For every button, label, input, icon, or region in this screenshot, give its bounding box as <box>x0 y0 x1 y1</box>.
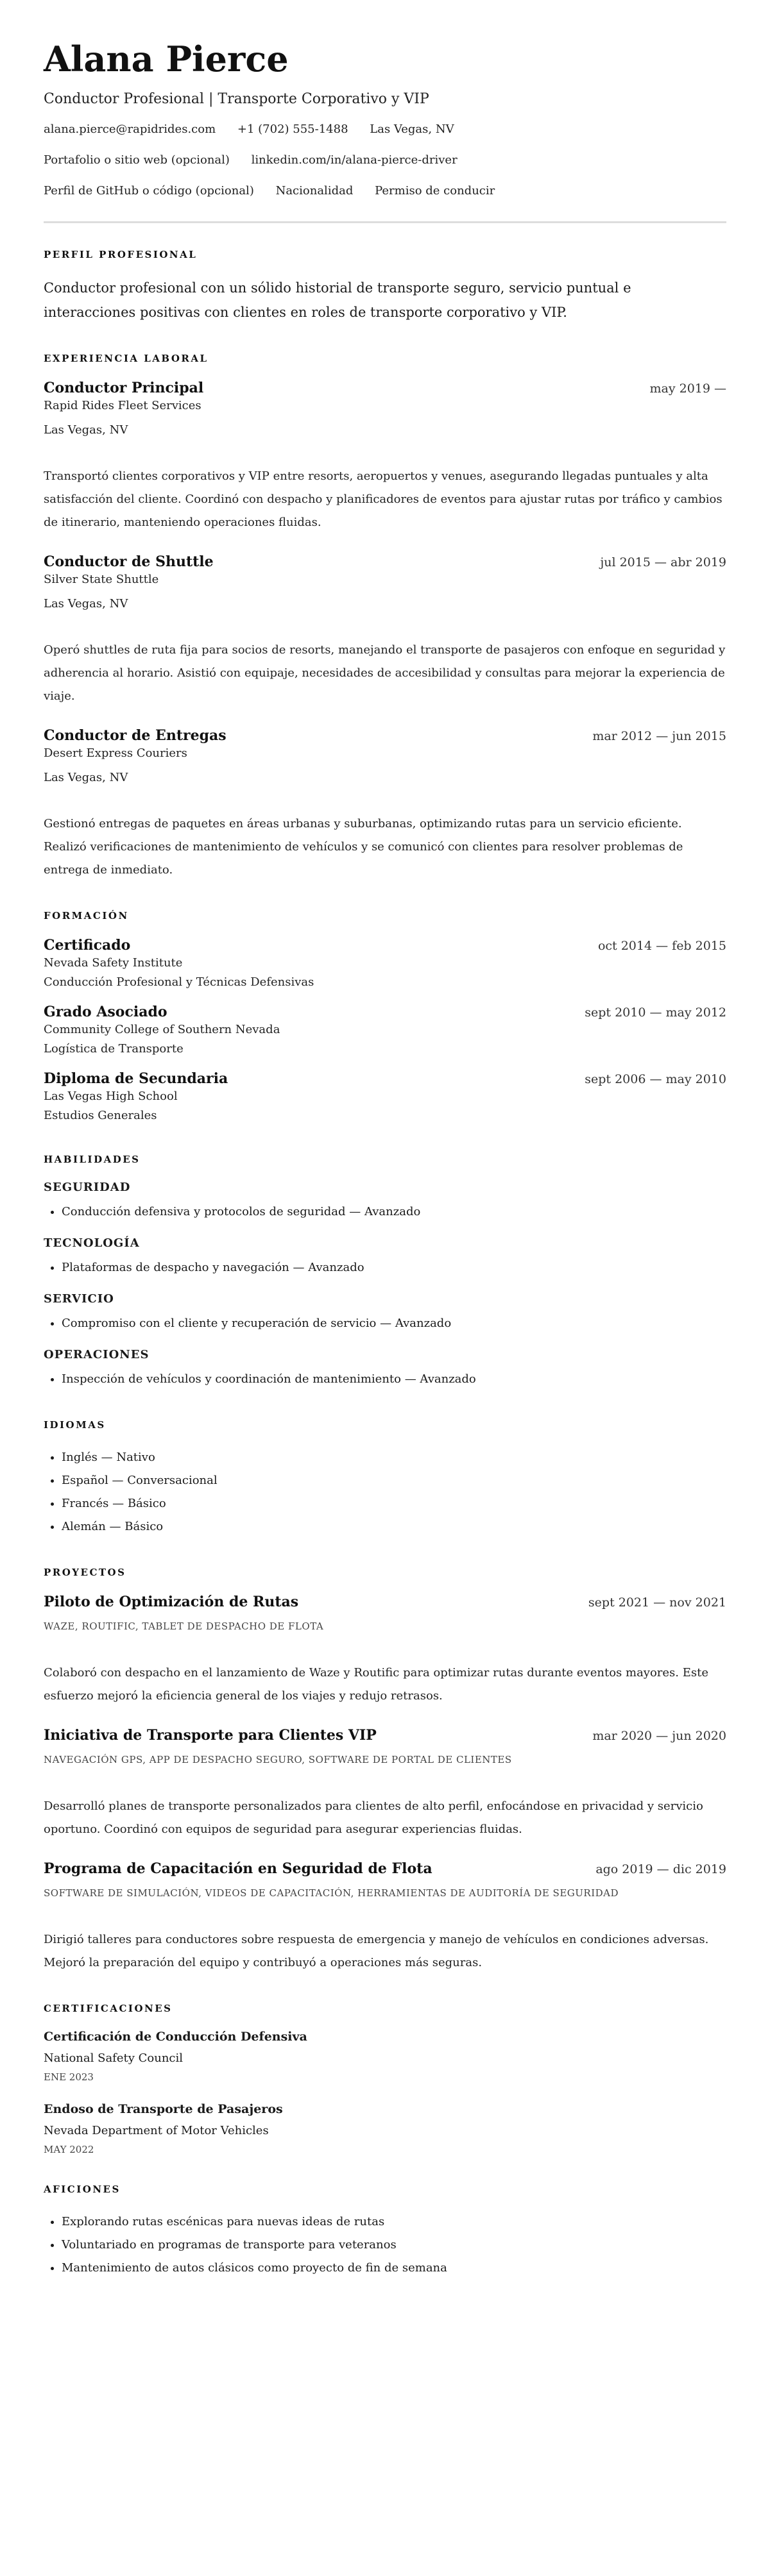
date-range: may 2019 — <box>649 382 726 396</box>
candidate-name: Alana Pierce <box>44 38 289 80</box>
company: Rapid Rides Fleet Services <box>44 399 201 412</box>
drivers-license: Permiso de conducir <box>375 184 495 198</box>
contact-row <box>44 152 726 169</box>
date-range: mar 2020 — jun 2020 <box>592 1729 726 1743</box>
language-list <box>44 1446 726 1538</box>
section-title: PROYECTOS <box>44 1567 126 1578</box>
job-title: Conductor Principal <box>44 380 204 396</box>
school: Community College of Southern Nevada <box>44 1023 280 1036</box>
portfolio: Portafolio o sitio web (opcional) <box>44 153 230 167</box>
hobby-list <box>44 2210 726 2280</box>
job-location: Las Vegas, NV <box>44 423 128 437</box>
school: Las Vegas High School <box>44 1090 178 1103</box>
job-location: Las Vegas, NV <box>44 597 128 610</box>
certification-entry <box>44 2030 726 2083</box>
entry-header <box>44 553 726 570</box>
section-title: IDIOMAS <box>44 1419 106 1431</box>
certification-date: ENE 2023 <box>44 2071 94 2083</box>
project-entry <box>44 1860 726 1974</box>
certifications-section <box>44 2003 726 2155</box>
project-tech: WAZE, ROUTIFIC, TABLET DE DESPACHO DE FLOTA <box>44 1621 324 1632</box>
github: Perfil de GitHub o código (opcional) <box>44 184 254 198</box>
date-range: sept 2021 — nov 2021 <box>588 1595 726 1610</box>
section-title: AFICIONES <box>44 2184 121 2195</box>
hobbies-section <box>44 2184 726 2280</box>
section-title: HABILIDADES <box>44 1154 141 1165</box>
job-title: Conductor de Entregas <box>44 727 227 744</box>
field-of-study: Estudios Generales <box>44 1109 157 1122</box>
skill-item: • Plataformas de despacho y navegación — Avanzado <box>62 1256 726 1279</box>
certification-date: MAY 2022 <box>44 2144 94 2155</box>
skill-list <box>44 1368 726 1391</box>
company: Desert Express Couriers <box>44 746 187 760</box>
project-description: Dirigió talleres para conductores sobre respuesta de emergencia y manejo de vehículos en condiciones adversas. Mejoró la preparación del equipo y contribuyó a operaciones más seguras. <box>44 1933 709 1969</box>
job-location: Las Vegas, NV <box>44 771 128 784</box>
skill-category: TECNOLOGÍA <box>44 1236 140 1250</box>
email[interactable]: alana.pierce@rapidrides.com <box>44 122 216 136</box>
skill-list <box>44 1256 726 1279</box>
entry-header <box>44 727 726 744</box>
phone: +1 (702) 555-1488 <box>237 122 348 136</box>
entry-header <box>44 1070 726 1087</box>
skills-section <box>44 1154 726 1391</box>
section-title: PERFIL PROFESIONAL <box>44 249 198 260</box>
contact-row <box>44 121 726 138</box>
project-tech: NAVEGACIÓN GPS, APP DE DESPACHO SEGURO, SOFTWARE DE PORTAL DE CLIENTES <box>44 1754 512 1765</box>
certification-issuer: Nevada Department of Motor Vehicles <box>44 2124 269 2137</box>
project-title: Iniciativa de Transporte para Clientes VIP <box>44 1727 377 1744</box>
language-item: • Francés — Básico <box>62 1492 726 1515</box>
certification-issuer: National Safety Council <box>44 2051 184 2065</box>
location: Las Vegas, NV <box>370 122 454 136</box>
job-title: Conductor de Shuttle <box>44 553 214 570</box>
project-title: Programa de Capacitación en Seguridad de Flota <box>44 1860 432 1877</box>
language-item: • Inglés — Nativo <box>62 1446 726 1469</box>
summary-section <box>44 249 726 324</box>
project-tech: SOFTWARE DE SIMULACIÓN, VIDEOS DE CAPACITACIÓN, HERRAMIENTAS DE AUDITORÍA DE SEGURIDAD <box>44 1887 619 1899</box>
entry-header <box>44 1860 726 1877</box>
headline: Conductor Profesional | Transporte Corporativo y VIP <box>44 91 429 107</box>
experience-section <box>44 353 726 882</box>
date-range: sept 2006 — may 2010 <box>585 1072 726 1086</box>
skill-item: • Conducción defensiva y protocolos de seguridad — Avanzado <box>62 1200 726 1224</box>
degree-title: Grado Asociado <box>44 1004 167 1020</box>
job-description: Gestionó entregas de paquetes en áreas urbanas y suburbanas, optimizando rutas para un servicio eficiente. Realizó verificaciones de mantenimiento de vehículos y se comunicó con clientes para resolver problemas de entrega de inmediato. <box>44 817 683 877</box>
education-entry <box>44 937 726 992</box>
date-range: ago 2019 — dic 2019 <box>595 1862 726 1876</box>
entry-header <box>44 937 726 954</box>
hobby-item: • Voluntariado en programas de transporte para veteranos <box>62 2234 726 2257</box>
entry-header <box>44 1004 726 1020</box>
job-entry <box>44 727 726 882</box>
skill-list <box>44 1200 726 1224</box>
summary-text: Conductor profesional con un sólido historial de transporte seguro, servicio puntual e interacciones positivas con clientes en roles de transporte corporativo y VIP. <box>44 280 631 320</box>
skill-item: • Compromiso con el cliente y recuperación de servicio — Avanzado <box>62 1312 726 1335</box>
entry-header <box>44 1727 726 1744</box>
skill-list <box>44 1312 726 1335</box>
job-description: Operó shuttles de ruta fija para socios de resorts, manejando el transporte de pasajeros con enfoque en seguridad y adherencia al horario. Asistió con equipaje, necesidades de accesibilidad y consultas para mejorar la experiencia de viaje. <box>44 643 726 703</box>
language-item: • Alemán — Básico <box>62 1515 726 1538</box>
field-of-study: Conducción Profesional y Técnicas Defensivas <box>44 975 314 989</box>
date-range: mar 2012 — jun 2015 <box>592 729 726 743</box>
hobby-item: • Explorando rutas escénicas para nuevas ideas de rutas <box>62 2210 726 2234</box>
degree-title: Certificado <box>44 937 131 954</box>
project-entry <box>44 1727 726 1841</box>
certification-title: Endoso de Transporte de Pasajeros <box>44 2102 283 2116</box>
hobby-item: • Mantenimiento de autos clásicos como proyecto de fin de semana <box>62 2257 726 2280</box>
project-description: Colaboró con despacho en el lanzamiento de Waze y Routific para optimizar rutas durante eventos mayores. Este esfuerzo mejoró la eficiencia general de los viajes y redujo retrasos. <box>44 1666 709 1703</box>
contact-info <box>44 121 726 199</box>
education-entry <box>44 1004 726 1059</box>
job-description: Transportó clientes corporativos y VIP entre resorts, aeropuertos y venues, asegurando llegadas puntuales y alta satisfacción del cliente. Coordinó con despacho y planificadores de eventos para ajustar rutas por tráfico y cambios de itinerario, manteniendo operaciones fluidas. <box>44 469 723 529</box>
nationality: Nacionalidad <box>275 184 354 198</box>
language-item: • Español — Conversacional <box>62 1469 726 1492</box>
skill-category: SEGURIDAD <box>44 1181 131 1194</box>
section-title: CERTIFICACIONES <box>44 2003 173 2014</box>
divider <box>44 221 726 223</box>
date-range: sept 2010 — may 2012 <box>585 1006 726 1020</box>
field-of-study: Logística de Transporte <box>44 1042 184 1056</box>
entry-header <box>44 1594 726 1610</box>
education-entry <box>44 1070 726 1125</box>
certification-entry <box>44 2102 726 2155</box>
date-range: jul 2015 — abr 2019 <box>600 555 726 569</box>
contact-row <box>44 183 726 199</box>
skill-category: OPERACIONES <box>44 1348 150 1361</box>
skill-item: • Inspección de vehículos y coordinación de mantenimiento — Avanzado <box>62 1368 726 1391</box>
company: Silver State Shuttle <box>44 573 159 586</box>
skill-category: SERVICIO <box>44 1292 114 1306</box>
project-entry <box>44 1594 726 1708</box>
job-entry <box>44 380 726 534</box>
date-range: oct 2014 — feb 2015 <box>597 939 726 953</box>
project-title: Piloto de Optimización de Rutas <box>44 1594 299 1610</box>
school: Nevada Safety Institute <box>44 956 183 970</box>
degree-title: Diploma de Secundaria <box>44 1070 228 1087</box>
section-title: FORMACIÓN <box>44 910 129 922</box>
project-description: Desarrolló planes de transporte personalizados para clientes de alto perfil, enfocándose en privacidad y servicio oportuno. Coordinó con equipos de seguridad para asegurar experiencias fluidas. <box>44 1799 703 1836</box>
projects-section <box>44 1567 726 1974</box>
education-section <box>44 910 726 1125</box>
entry-header <box>44 380 726 396</box>
linkedin-link[interactable]: linkedin.com/in/alana-pierce-driver <box>251 153 458 167</box>
job-entry <box>44 553 726 708</box>
section-title: EXPERIENCIA LABORAL <box>44 353 209 364</box>
certification-title: Certificación de Conducción Defensiva <box>44 2030 307 2044</box>
languages-section <box>44 1419 726 1538</box>
